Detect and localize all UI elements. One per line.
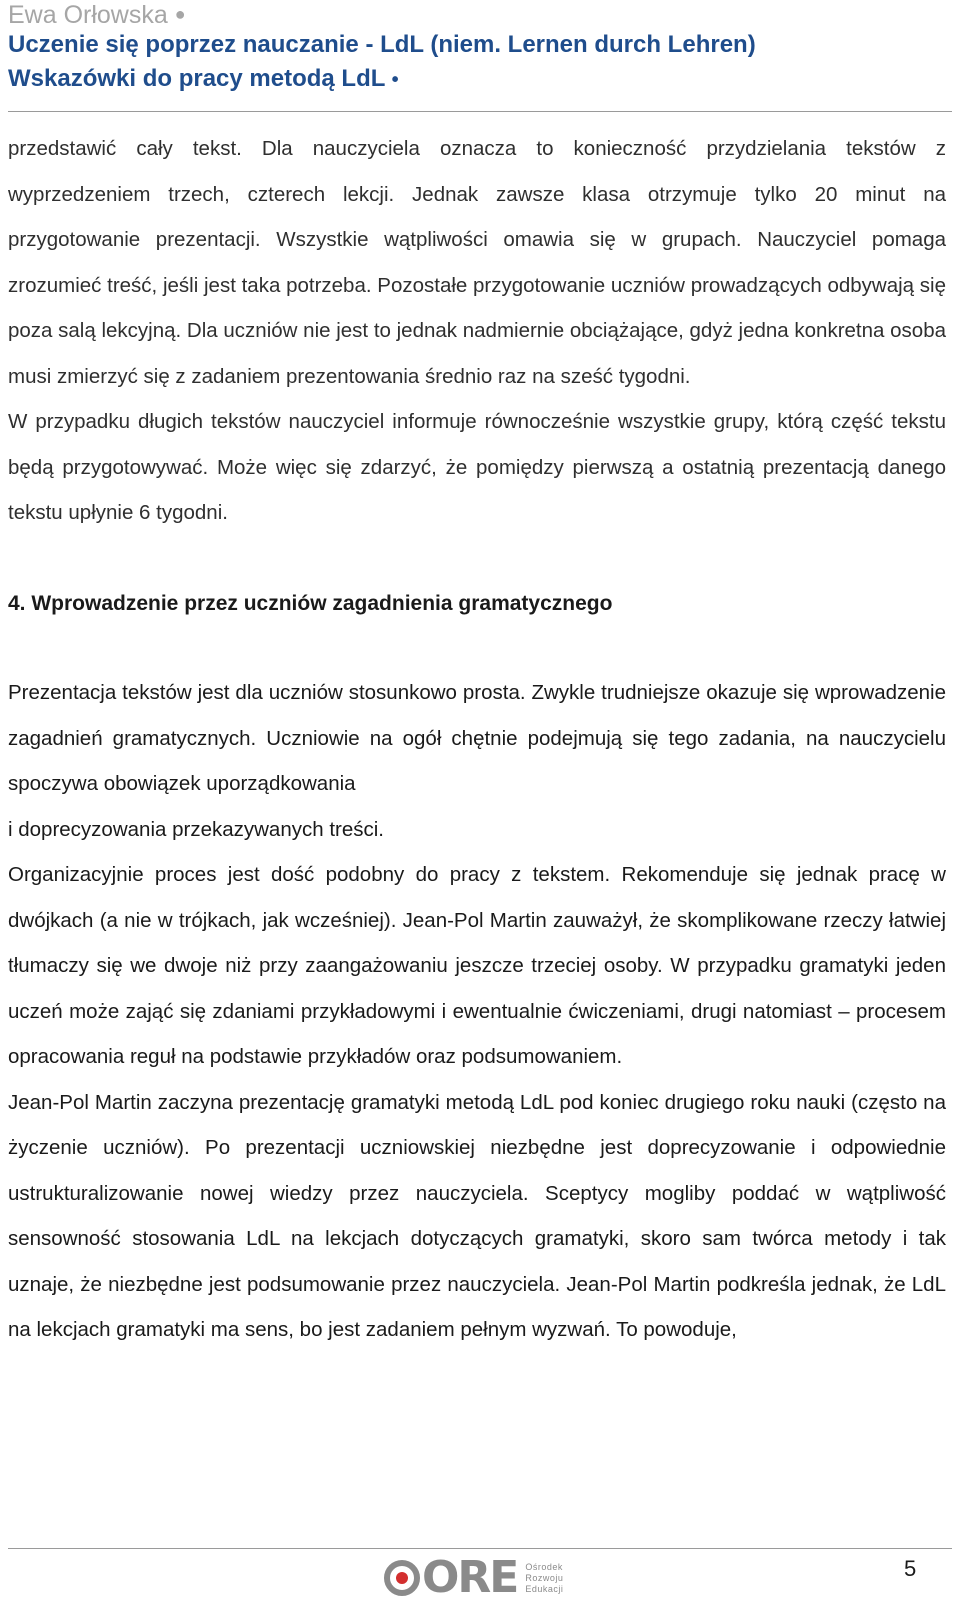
logo-caption-line: Ośrodek xyxy=(525,1561,563,1572)
document-subtitle xyxy=(8,62,952,97)
paragraph: Organizacyjnie proces jest dość podobny do pracy z tekstem. Rekomenduje się jednak pracę w dwójkach (a nie w trójkach, jak wcześniej). Jean-Pol Martin zauważył, że skomplikowane rzeczy łatwiej tłumaczy się we dwoje niż przy zaangażowaniu jeszcze trzeciej osoby. W przypadku gramatyki jeden uczeń może zająć się zdaniami przykładowymi i ewentualnie ćwiczeniami, drugi natomiast – procesem opracowania reguł na podstawie przykładów oraz podsumowaniem. xyxy=(8,863,946,1068)
section-heading: 4. Wprowadzenie przez uczniów zagadnienia gramatycznego xyxy=(8,591,613,615)
ore-logo xyxy=(384,1552,564,1603)
page-header xyxy=(8,0,952,97)
bullet-icon: • xyxy=(391,69,399,91)
logo-letters: ORE xyxy=(422,1552,518,1603)
page-number: 5 xyxy=(904,1556,917,1581)
header-divider xyxy=(8,111,952,112)
document-body xyxy=(8,126,946,1353)
paragraph: Jean-Pol Martin zaczyna prezentację gramatyki metodą LdL pod koniec drugiego roku nauki (często na życzenie uczniów). Po prezentacji uczniowskiej niezbędne jest doprecyzowanie i odpowiednie ustrukturalizowanie nowej wiedzy przez nauczyciela. Sceptycy mogliby poddać w wątpliwość sensowność stosowania LdL na lekcjach dotyczących gramatyki, skoro sam twórca metody i tak uznaje, że niezbędne jest podsumowanie przez nauczyciela. Jean-Pol Martin podkreśla jednak, że LdL na lekcjach gramatyki ma sens, bo jest zadaniem pełnym wyzwań. To powoduje, xyxy=(8,1090,946,1341)
paragraph: Prezentacja tekstów jest dla uczniów stosunkowo prosta. Zwykle trudniejsze okazuje się wprowadzenie zagadnień gramatycznych. Uczniowie na ogół chętnie podejmują się tego zadania, na nauczycielu spoczywa obowiązek uporządkowania xyxy=(8,681,946,795)
footer-divider xyxy=(8,1548,952,1549)
bullet-icon: ● xyxy=(174,4,186,24)
logo-circle-icon xyxy=(384,1560,420,1596)
logo-caption-line: Rozwoju xyxy=(525,1572,564,1583)
paragraph: W przypadku długich tekstów nauczyciel informuje równocześnie wszystkie grupy, którą część tekstu będą przygotowywać. Może więc się zdarzyć, że pomiędzy pierwszą a ostatnią prezentacją danego tekstu upłynie 6 tygodni. xyxy=(8,410,946,524)
paragraph: przedstawić cały tekst. Dla nauczyciela oznacza to konieczność przydzielania tekstów z wyprzedzeniem trzech, czterech lekcji. Jednak zawsze klasa otrzymuje tylko 20 minut na przygotowanie prezentacji. Wszystkie wątpliwości omawia się w grupach. Nauczyciel pomaga zrozumieć treść, jeśli jest taka potrzeba. Pozostałe przygotowanie uczniów prowadzących odbywają się poza salą lekcyjną. Dla uczniów nie jest to jednak nadmiernie obciążające, gdyż jedna konkretna osoba musi zmierzyć się z zadaniem prezentowania średnio raz na sześć tygodni. xyxy=(8,137,946,388)
logo-caption-line: Edukacji xyxy=(525,1583,564,1594)
author-name xyxy=(8,0,952,28)
logo-caption xyxy=(525,1562,563,1595)
author-text: Ewa Orłowska xyxy=(8,1,168,29)
logo-mark xyxy=(384,1552,518,1603)
paragraph: i doprecyzowania przekazywanych treści. xyxy=(8,817,384,841)
subtitle-text: Wskazówki do pracy metodą LdL xyxy=(8,65,385,92)
document-title: Uczenie się poprzez nauczanie - LdL (niem. Lernen durch Lehren) xyxy=(8,31,756,58)
